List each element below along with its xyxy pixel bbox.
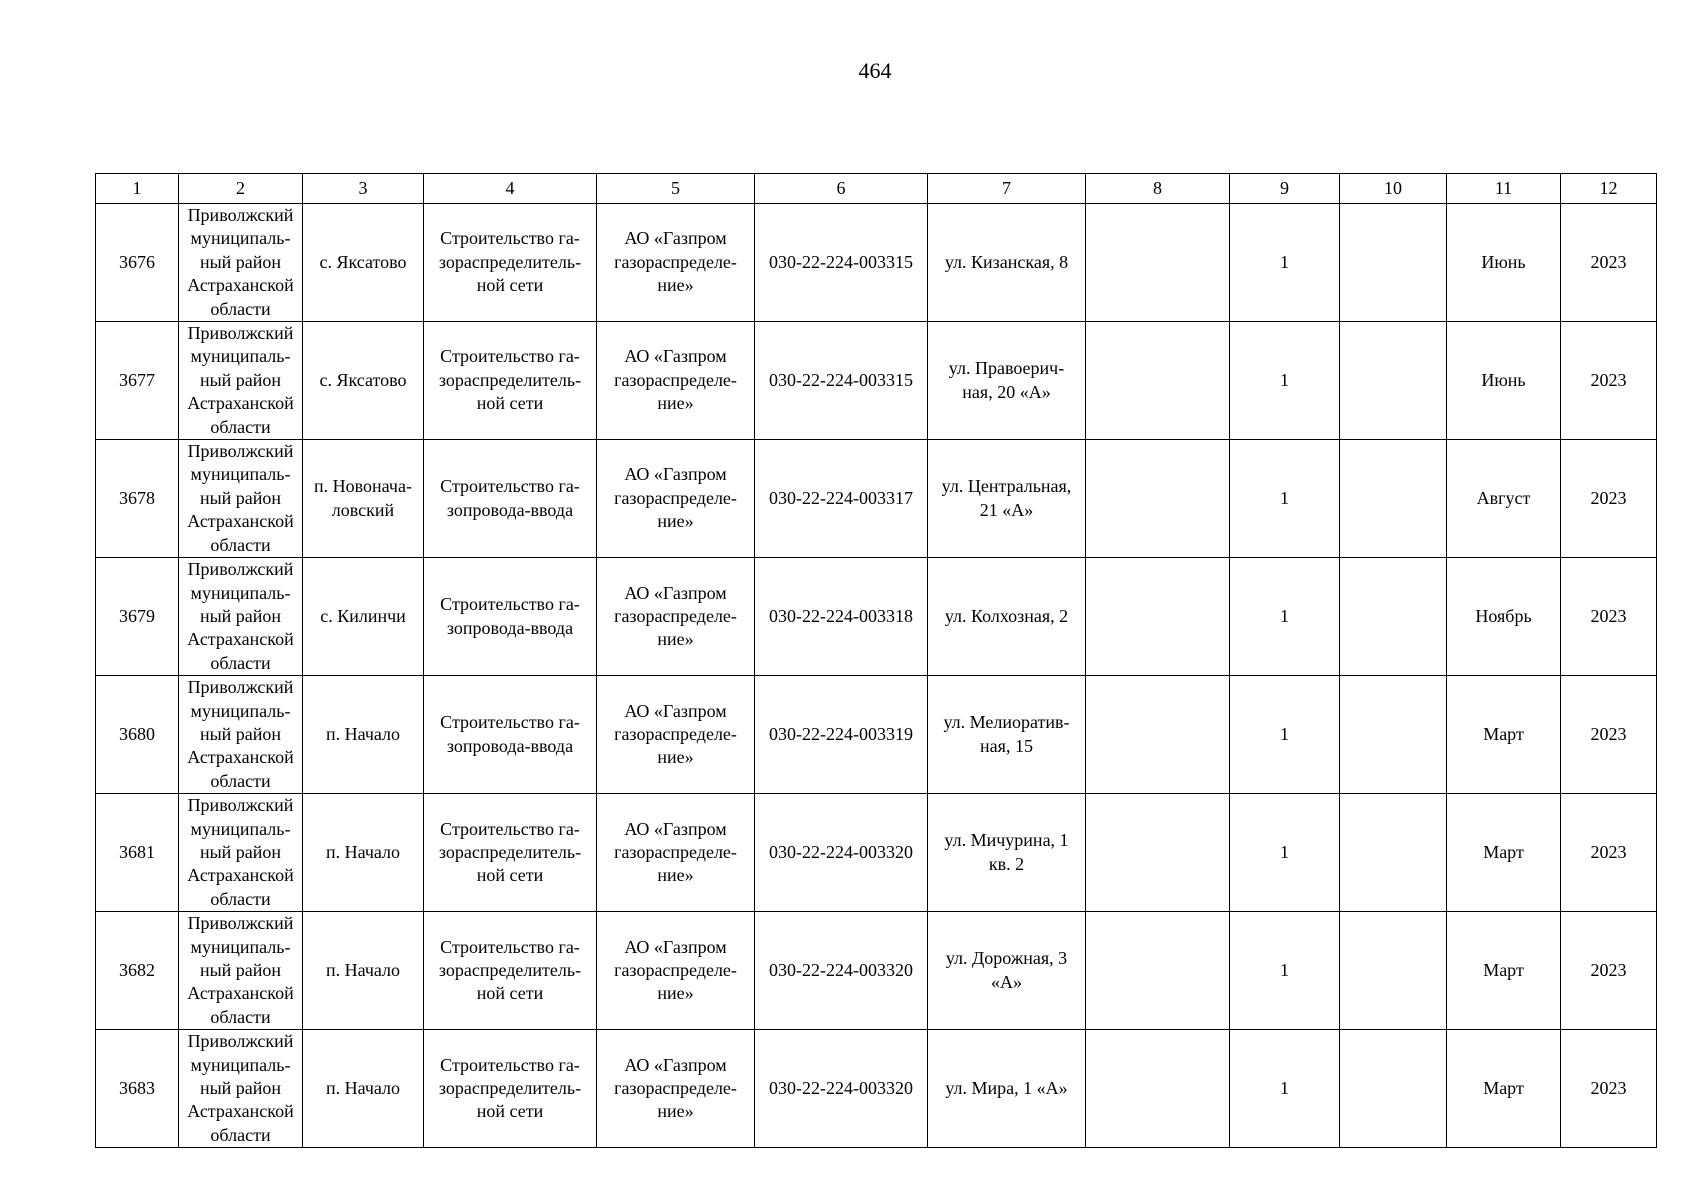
- column-8-cell: [1086, 558, 1230, 676]
- settlement-cell: с. Яксатово: [303, 204, 424, 322]
- table-row: [96, 204, 1657, 322]
- year-cell: 2023: [1561, 676, 1657, 794]
- object-code-cell: 030-22-224-003320: [755, 1030, 928, 1148]
- quantity-cell: 1: [1230, 912, 1340, 1030]
- column-number: 7: [928, 174, 1086, 204]
- month-cell: Июнь: [1447, 322, 1561, 440]
- column-10-cell: [1340, 322, 1447, 440]
- object-code-cell: 030-22-224-003318: [755, 558, 928, 676]
- column-number: 6: [755, 174, 928, 204]
- column-number: 12: [1561, 174, 1657, 204]
- registry-table: [95, 173, 1657, 1148]
- row-number-cell: 3680: [96, 676, 179, 794]
- object-code-cell: 030-22-224-003320: [755, 794, 928, 912]
- row-number-cell: 3677: [96, 322, 179, 440]
- table-row: [96, 558, 1657, 676]
- organization-cell: АО «Газпром газораспределе- ние»: [597, 912, 755, 1030]
- quantity-cell: 1: [1230, 794, 1340, 912]
- address-cell: ул. Правоерич- ная, 20 «А»: [928, 322, 1086, 440]
- organization-cell: АО «Газпром газораспределе- ние»: [597, 1030, 755, 1148]
- organization-cell: АО «Газпром газораспределе- ние»: [597, 322, 755, 440]
- work-type-cell: Строительство га- зопровода-ввода: [424, 558, 597, 676]
- year-cell: 2023: [1561, 912, 1657, 1030]
- column-10-cell: [1340, 794, 1447, 912]
- page-number: 464: [858, 58, 892, 83]
- quantity-cell: 1: [1230, 322, 1340, 440]
- table-row: [96, 440, 1657, 558]
- settlement-cell: п. Начало: [303, 794, 424, 912]
- column-number: 8: [1086, 174, 1230, 204]
- work-type-cell: Строительство га- зопровода-ввода: [424, 440, 597, 558]
- column-10-cell: [1340, 558, 1447, 676]
- column-10-cell: [1340, 1030, 1447, 1148]
- address-cell: ул. Мичурина, 1 кв. 2: [928, 794, 1086, 912]
- month-cell: Март: [1447, 794, 1561, 912]
- column-10-cell: [1340, 912, 1447, 1030]
- object-code-cell: 030-22-224-003315: [755, 322, 928, 440]
- column-number: 4: [424, 174, 597, 204]
- year-cell: 2023: [1561, 322, 1657, 440]
- quantity-cell: 1: [1230, 1030, 1340, 1148]
- district-cell: Приволжский муниципаль- ный район Астраханской области: [179, 322, 303, 440]
- organization-cell: АО «Газпром газораспределе- ние»: [597, 794, 755, 912]
- row-number-cell: 3681: [96, 794, 179, 912]
- month-cell: Март: [1447, 912, 1561, 1030]
- column-number: 2: [179, 174, 303, 204]
- organization-cell: АО «Газпром газораспределе- ние»: [597, 204, 755, 322]
- row-number-cell: 3678: [96, 440, 179, 558]
- column-8-cell: [1086, 204, 1230, 322]
- month-cell: Март: [1447, 1030, 1561, 1148]
- work-type-cell: Строительство га- зораспределитель- ной сети: [424, 1030, 597, 1148]
- address-cell: ул. Мелиоратив- ная, 15: [928, 676, 1086, 794]
- row-number-cell: 3676: [96, 204, 179, 322]
- organization-cell: АО «Газпром газораспределе- ние»: [597, 676, 755, 794]
- district-cell: Приволжский муниципаль- ный район Астраханской области: [179, 676, 303, 794]
- district-cell: Приволжский муниципаль- ный район Астраханской области: [179, 204, 303, 322]
- quantity-cell: 1: [1230, 558, 1340, 676]
- year-cell: 2023: [1561, 558, 1657, 676]
- month-cell: Март: [1447, 676, 1561, 794]
- column-number: 9: [1230, 174, 1340, 204]
- month-cell: Август: [1447, 440, 1561, 558]
- quantity-cell: 1: [1230, 204, 1340, 322]
- year-cell: 2023: [1561, 1030, 1657, 1148]
- year-cell: 2023: [1561, 794, 1657, 912]
- district-cell: Приволжский муниципаль- ный район Астраханской области: [179, 794, 303, 912]
- column-8-cell: [1086, 794, 1230, 912]
- column-number: 1: [96, 174, 179, 204]
- object-code-cell: 030-22-224-003319: [755, 676, 928, 794]
- district-cell: Приволжский муниципаль- ный район Астраханской области: [179, 440, 303, 558]
- year-cell: 2023: [1561, 440, 1657, 558]
- organization-cell: АО «Газпром газораспределе- ние»: [597, 440, 755, 558]
- organization-cell: АО «Газпром газораспределе- ние»: [597, 558, 755, 676]
- row-number-cell: 3682: [96, 912, 179, 1030]
- work-type-cell: Строительство га- зораспределитель- ной сети: [424, 912, 597, 1030]
- object-code-cell: 030-22-224-003320: [755, 912, 928, 1030]
- column-number: 5: [597, 174, 755, 204]
- column-8-cell: [1086, 1030, 1230, 1148]
- table-row: [96, 1030, 1657, 1148]
- column-10-cell: [1340, 676, 1447, 794]
- work-type-cell: Строительство га- зораспределитель- ной сети: [424, 794, 597, 912]
- address-cell: ул. Дорожная, 3 «А»: [928, 912, 1086, 1030]
- column-number: 10: [1340, 174, 1447, 204]
- column-10-cell: [1340, 204, 1447, 322]
- table-row: [96, 794, 1657, 912]
- row-number-cell: 3683: [96, 1030, 179, 1148]
- district-cell: Приволжский муниципаль- ный район Астраханской области: [179, 1030, 303, 1148]
- address-cell: ул. Кизанская, 8: [928, 204, 1086, 322]
- table-body: [96, 174, 1657, 1148]
- table-row: [96, 322, 1657, 440]
- address-cell: ул. Мира, 1 «А»: [928, 1030, 1086, 1148]
- row-number-cell: 3679: [96, 558, 179, 676]
- district-cell: Приволжский муниципаль- ный район Астраханской области: [179, 912, 303, 1030]
- column-10-cell: [1340, 440, 1447, 558]
- settlement-cell: п. Начало: [303, 1030, 424, 1148]
- object-code-cell: 030-22-224-003317: [755, 440, 928, 558]
- column-8-cell: [1086, 440, 1230, 558]
- work-type-cell: Строительство га- зораспределитель- ной сети: [424, 204, 597, 322]
- table-row: [96, 676, 1657, 794]
- object-code-cell: 030-22-224-003315: [755, 204, 928, 322]
- settlement-cell: п. Новонача- ловский: [303, 440, 424, 558]
- settlement-cell: с. Яксатово: [303, 322, 424, 440]
- month-cell: Ноябрь: [1447, 558, 1561, 676]
- year-cell: 2023: [1561, 204, 1657, 322]
- address-cell: ул. Колхозная, 2: [928, 558, 1086, 676]
- settlement-cell: п. Начало: [303, 912, 424, 1030]
- column-number: 3: [303, 174, 424, 204]
- district-cell: Приволжский муниципаль- ный район Астраханской области: [179, 558, 303, 676]
- month-cell: Июнь: [1447, 204, 1561, 322]
- quantity-cell: 1: [1230, 440, 1340, 558]
- column-8-cell: [1086, 322, 1230, 440]
- quantity-cell: 1: [1230, 676, 1340, 794]
- work-type-cell: Строительство га- зопровода-ввода: [424, 676, 597, 794]
- column-8-cell: [1086, 912, 1230, 1030]
- column-8-cell: [1086, 676, 1230, 794]
- settlement-cell: с. Килинчи: [303, 558, 424, 676]
- settlement-cell: п. Начало: [303, 676, 424, 794]
- column-number: 11: [1447, 174, 1561, 204]
- address-cell: ул. Центральная, 21 «А»: [928, 440, 1086, 558]
- work-type-cell: Строительство га- зораспределитель- ной сети: [424, 322, 597, 440]
- table-row: [96, 912, 1657, 1030]
- column-number-row: [96, 174, 1657, 204]
